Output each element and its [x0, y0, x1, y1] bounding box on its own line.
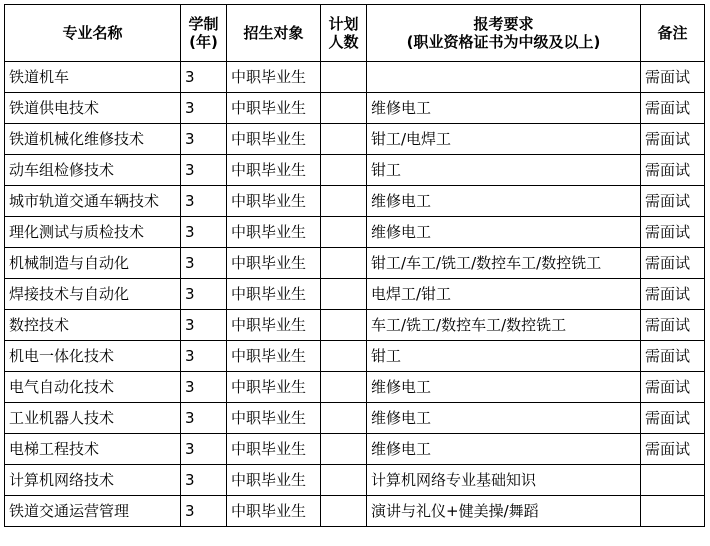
cell-note: 需面试	[641, 124, 705, 155]
cell-requirements: 钳工/车工/铣工/数控车工/数控铣工	[367, 248, 641, 279]
admissions-table	[4, 4, 705, 527]
cell-note	[641, 496, 705, 527]
cell-note: 需面试	[641, 372, 705, 403]
table-row	[5, 155, 705, 186]
table-row	[5, 186, 705, 217]
cell-note: 需面试	[641, 93, 705, 124]
cell-major-name: 数控技术	[5, 310, 181, 341]
cell-major-name: 铁道供电技术	[5, 93, 181, 124]
cell-major-name: 机电一体化技术	[5, 341, 181, 372]
cell-years: 3	[181, 217, 227, 248]
header-major-name: 专业名称	[5, 5, 181, 62]
cell-note: 需面试	[641, 62, 705, 93]
cell-plan-count	[321, 124, 367, 155]
cell-years: 3	[181, 93, 227, 124]
cell-years: 3	[181, 465, 227, 496]
cell-requirements: 钳工	[367, 155, 641, 186]
cell-plan-count	[321, 434, 367, 465]
cell-target: 中职毕业生	[227, 248, 321, 279]
cell-plan-count	[321, 93, 367, 124]
cell-major-name: 铁道机车	[5, 62, 181, 93]
cell-years: 3	[181, 62, 227, 93]
cell-major-name: 铁道交通运营管理	[5, 496, 181, 527]
table-row	[5, 279, 705, 310]
cell-target: 中职毕业生	[227, 155, 321, 186]
cell-major-name: 工业机器人技术	[5, 403, 181, 434]
cell-requirements: 车工/铣工/数控车工/数控铣工	[367, 310, 641, 341]
cell-target: 中职毕业生	[227, 186, 321, 217]
cell-note: 需面试	[641, 217, 705, 248]
table-row	[5, 496, 705, 527]
table-row	[5, 310, 705, 341]
cell-plan-count	[321, 248, 367, 279]
table-row	[5, 124, 705, 155]
cell-years: 3	[181, 279, 227, 310]
cell-target: 中职毕业生	[227, 372, 321, 403]
cell-note: 需面试	[641, 434, 705, 465]
cell-plan-count	[321, 186, 367, 217]
cell-requirements: 计算机网络专业基础知识	[367, 465, 641, 496]
admissions-table-container	[4, 4, 705, 527]
cell-note: 需面试	[641, 403, 705, 434]
cell-requirements: 维修电工	[367, 372, 641, 403]
cell-major-name: 理化测试与质检技术	[5, 217, 181, 248]
cell-plan-count	[321, 403, 367, 434]
header-target: 招生对象	[227, 5, 321, 62]
cell-major-name: 机械制造与自动化	[5, 248, 181, 279]
cell-major-name: 电梯工程技术	[5, 434, 181, 465]
cell-major-name: 焊接技术与自动化	[5, 279, 181, 310]
cell-plan-count	[321, 217, 367, 248]
cell-years: 3	[181, 248, 227, 279]
cell-plan-count	[321, 310, 367, 341]
cell-requirements: 钳工/电焊工	[367, 124, 641, 155]
cell-plan-count	[321, 62, 367, 93]
cell-requirements: 维修电工	[367, 217, 641, 248]
cell-target: 中职毕业生	[227, 341, 321, 372]
cell-target: 中职毕业生	[227, 93, 321, 124]
table-row	[5, 93, 705, 124]
table-row	[5, 434, 705, 465]
cell-target: 中职毕业生	[227, 279, 321, 310]
cell-years: 3	[181, 124, 227, 155]
table-row	[5, 62, 705, 93]
cell-note: 需面试	[641, 155, 705, 186]
cell-major-name: 计算机网络技术	[5, 465, 181, 496]
cell-years: 3	[181, 186, 227, 217]
cell-requirements	[367, 62, 641, 93]
cell-target: 中职毕业生	[227, 124, 321, 155]
cell-plan-count	[321, 465, 367, 496]
cell-note: 需面试	[641, 186, 705, 217]
cell-major-name: 铁道机械化维修技术	[5, 124, 181, 155]
cell-target: 中职毕业生	[227, 465, 321, 496]
cell-note: 需面试	[641, 248, 705, 279]
cell-years: 3	[181, 434, 227, 465]
cell-target: 中职毕业生	[227, 217, 321, 248]
cell-years: 3	[181, 341, 227, 372]
cell-plan-count	[321, 279, 367, 310]
cell-years: 3	[181, 310, 227, 341]
cell-note: 需面试	[641, 310, 705, 341]
cell-note: 需面试	[641, 279, 705, 310]
cell-requirements: 电焊工/钳工	[367, 279, 641, 310]
cell-major-name: 电气自动化技术	[5, 372, 181, 403]
cell-years: 3	[181, 403, 227, 434]
cell-requirements: 维修电工	[367, 186, 641, 217]
cell-years: 3	[181, 155, 227, 186]
cell-plan-count	[321, 155, 367, 186]
cell-requirements: 维修电工	[367, 434, 641, 465]
cell-requirements: 钳工	[367, 341, 641, 372]
table-row	[5, 372, 705, 403]
cell-note	[641, 465, 705, 496]
cell-plan-count	[321, 496, 367, 527]
table-row	[5, 248, 705, 279]
cell-note: 需面试	[641, 341, 705, 372]
cell-target: 中职毕业生	[227, 403, 321, 434]
cell-years: 3	[181, 496, 227, 527]
header-years: 学制 (年)	[181, 5, 227, 62]
cell-requirements: 演讲与礼仪+健美操/舞蹈	[367, 496, 641, 527]
header-plan-count: 计划 人数	[321, 5, 367, 62]
cell-requirements: 维修电工	[367, 93, 641, 124]
cell-target: 中职毕业生	[227, 496, 321, 527]
cell-major-name: 城市轨道交通车辆技术	[5, 186, 181, 217]
table-body	[5, 62, 705, 527]
cell-target: 中职毕业生	[227, 434, 321, 465]
cell-plan-count	[321, 372, 367, 403]
cell-requirements: 维修电工	[367, 403, 641, 434]
cell-target: 中职毕业生	[227, 310, 321, 341]
header-note: 备注	[641, 5, 705, 62]
cell-years: 3	[181, 372, 227, 403]
table-row	[5, 465, 705, 496]
table-row	[5, 217, 705, 248]
header-row	[5, 5, 705, 62]
cell-target: 中职毕业生	[227, 62, 321, 93]
table-row	[5, 341, 705, 372]
cell-major-name: 动车组检修技术	[5, 155, 181, 186]
cell-plan-count	[321, 341, 367, 372]
header-requirements: 报考要求 (职业资格证书为中级及以上)	[367, 5, 641, 62]
table-row	[5, 403, 705, 434]
